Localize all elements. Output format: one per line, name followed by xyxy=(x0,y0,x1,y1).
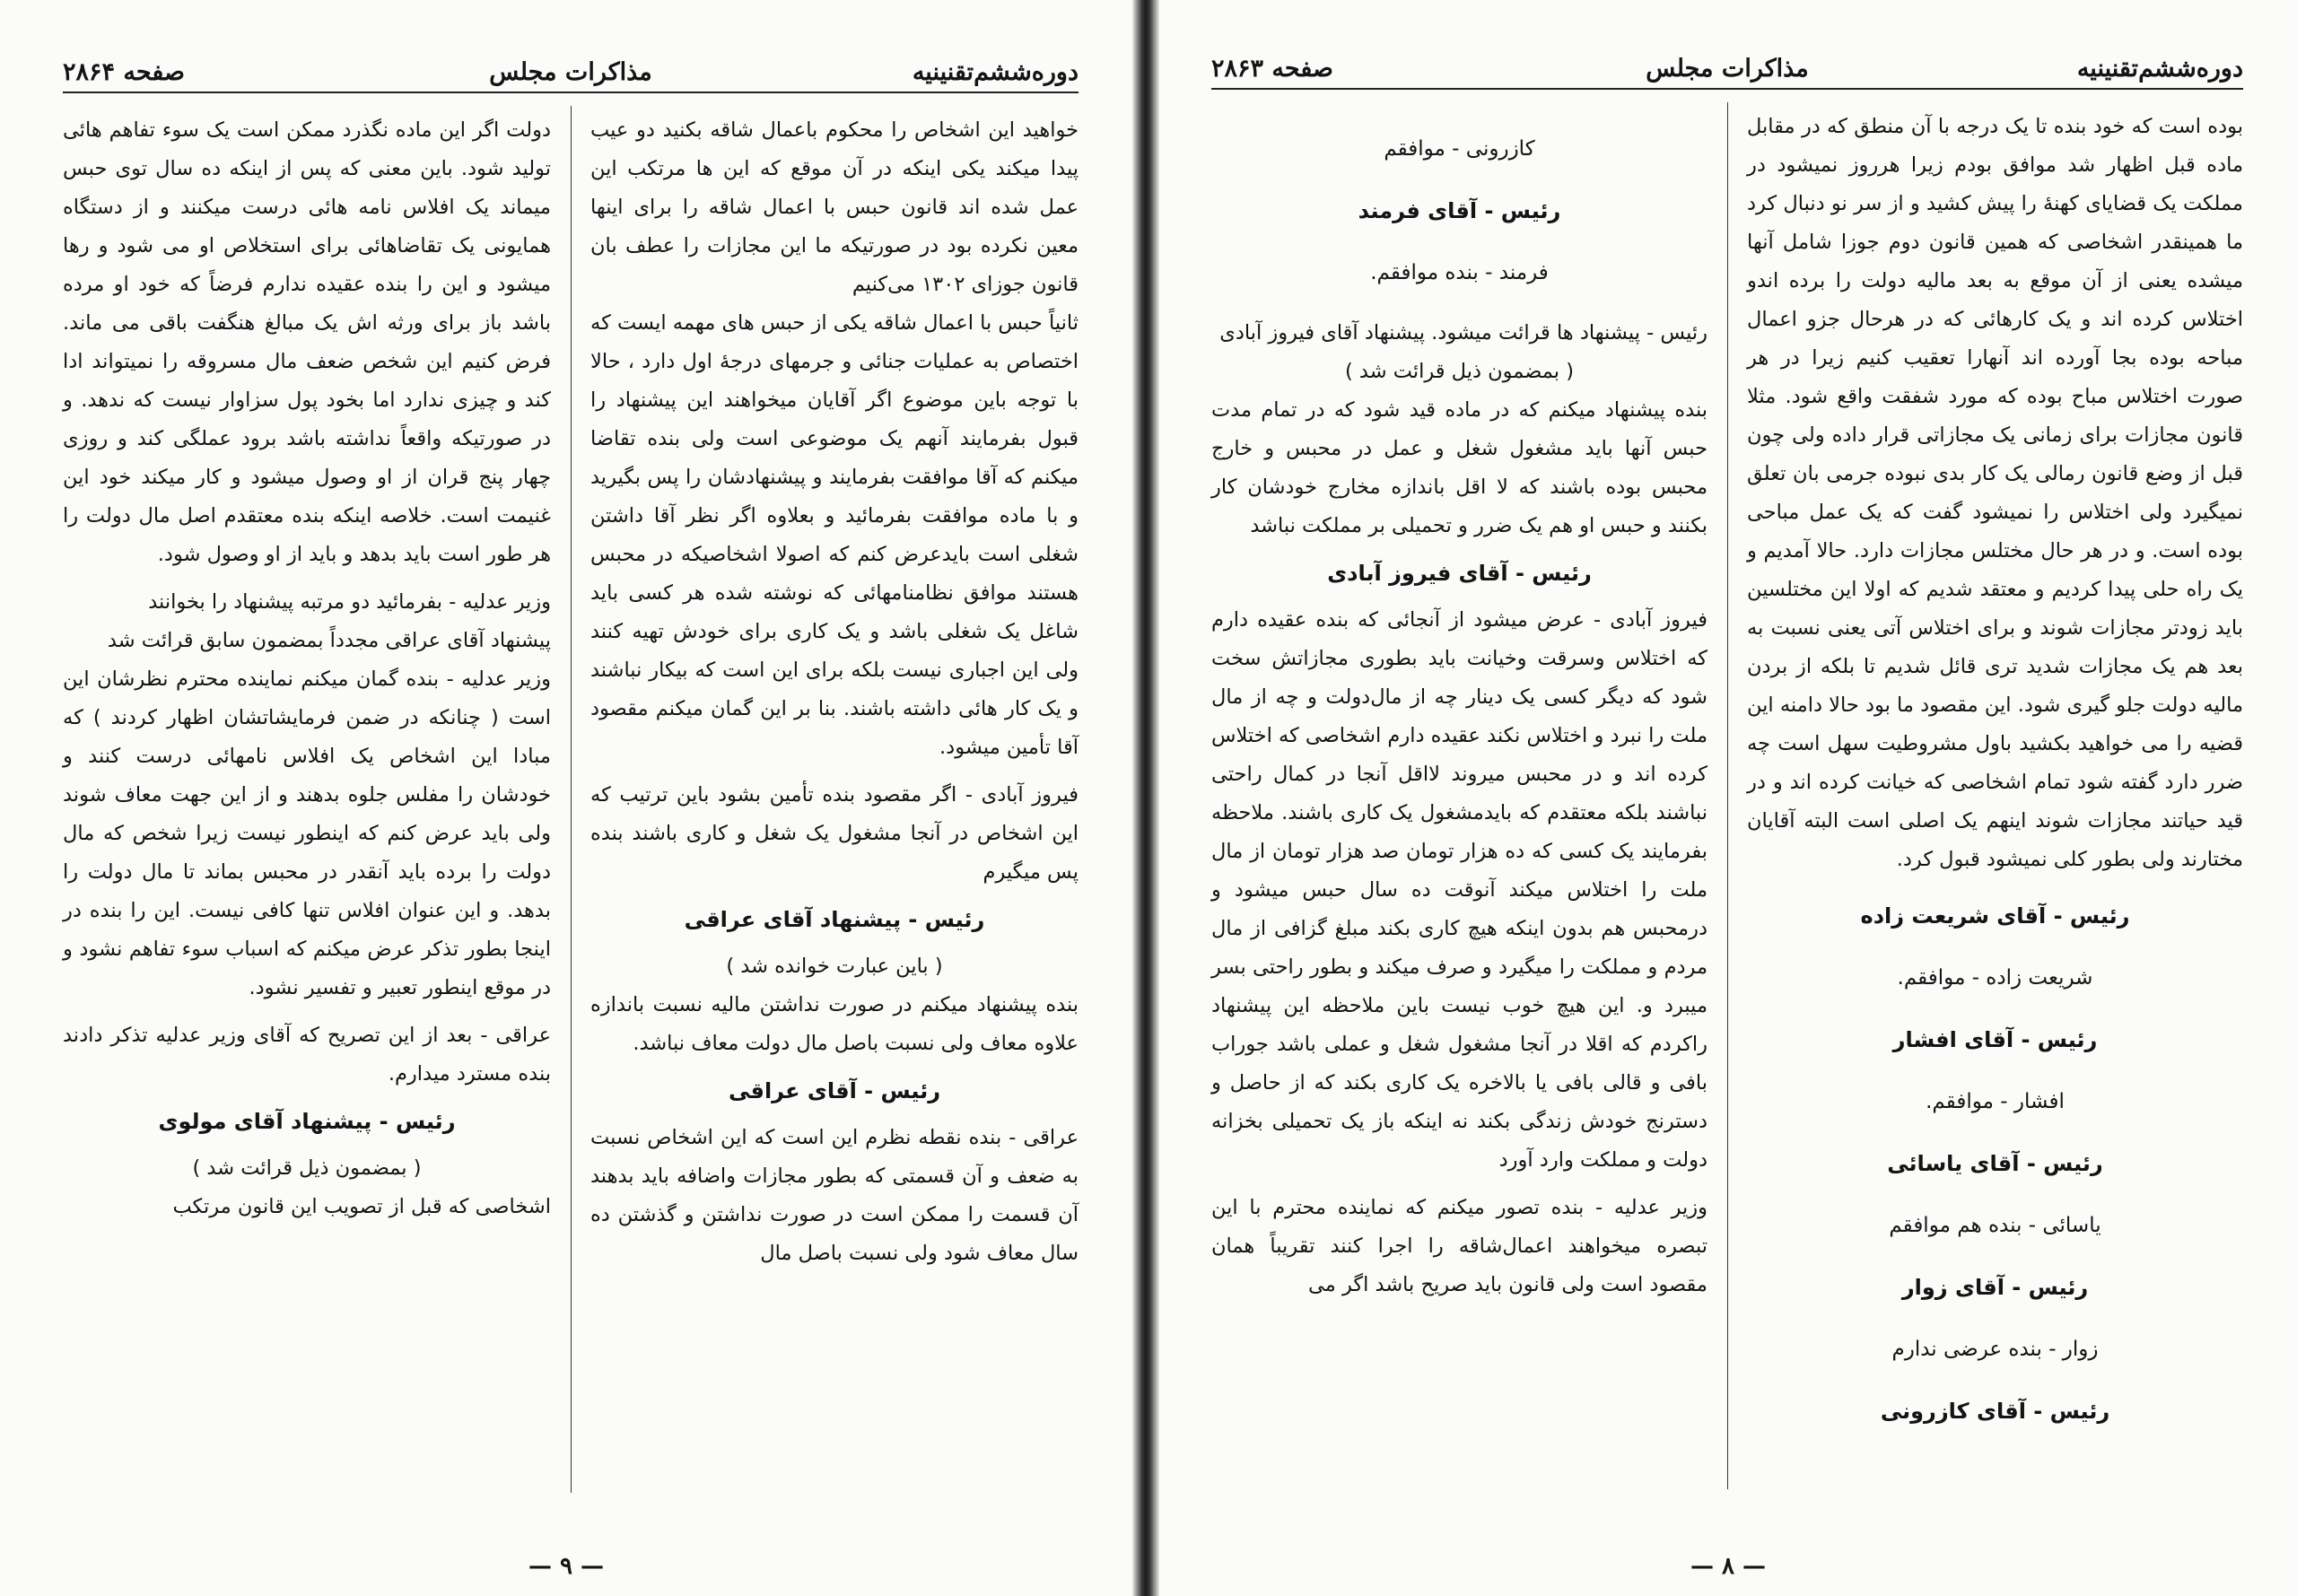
paragraph-justice-minister: وزیر عدلیه - بنده گمان میکنم نماینده محترم نظرشان این است ( چنانکه در ضمن فرمایشاتشان اظهار کردند ) که مبادا این اشخاص یک افلاس نامهائی درست کنند و خودشان را مفلس جلوه بدهند و از این جهت معاف شوند ولی باید عرض کنم که اینطور نیست زیرا شخص که مال دولت را برده باید آنقدر در محبس بماند تا مال دولت را بدهد. و این عنوان افلاس تنها کافی نیست. این را بنده در اینجا بطور تذکر عرض میکنم که اسباب سوء تفاهم نشود و در موقع اینطور تعبیر و تفسیر نشود. xyxy=(63,667,551,999)
paragraph-president: رئیس - پیشنهاد ها قرائت میشود. پیشنهاد آقای فیروز آبادی xyxy=(1219,321,1707,344)
proposal-text: بنده پیشنهاد میکنم که در ماده قید شود که در تمام مدت حبس آنها باید مشغول شغل و عمل در محبس و خارج محبس بوده باشند که لا اقل باندازه مخارج خودشان کار بکنند و حبس او هم یک ضرر و تحمیلی بر مملکت نباشد xyxy=(1211,398,1707,537)
read-note: ( بمضمون ذیل قرائت شد ) xyxy=(1344,360,1574,383)
paragraph-firuz-abadi: فیروز آبادی - عرض میشود از آنجائی که بنده عقیده دارم که اختلاس وسرقت وخیانت باید بطوری مجازاتش سخت شود که دیگر کسی یک دینار چه از مال‌دولت و چه از مال ملت را نبرد و اختلاس نکند عقیده دارم اشخاصی که اختلاس کرده اند و در محبس میروند لااقل آنجا در کمال راحتی نباشند بلکه معتقدم که بایدمشغول یک کاری باشند. ملاحظه بفرمایند یک کسی که ده هزار تومان صد هزار تومان از مال ملت را اختلاس میکند آنوقت ده سال حبس میشود و درمحبس هم بدون اینکه هیچ کاری بکند مبلغ گزافی از مال مردم و مملکت را میگیرد و صرف میکند و بطور راحتی بسر میبرد و. این هیچ خوب نیست باین ملاحظه این پیشنهاد راکردم که اقلا در آنجا مشغول شغل و عملی باشد جوراب بافی و قالی بافی یا بالاخره یک کاری بکند که از حاصل و دسترنج خودش زندگی بکند نه اینکه باز یک تحمیلی بخزانه دولت و مملکت وارد آورد xyxy=(1211,608,1707,1172)
left-page-footer-number: — ۹ — xyxy=(528,1553,605,1580)
speaker-president: رئیس - آقای کازرونی xyxy=(1880,1399,2110,1424)
speaker-president: رئیس - آقای یاسائی xyxy=(1887,1151,2103,1176)
speaker-president: رئیس - آقای شریعت زاده xyxy=(1860,903,2130,929)
right-page-right-column xyxy=(1747,108,2243,1543)
right-page-left-column xyxy=(1211,108,1707,1543)
book-gutter xyxy=(1132,0,1159,1596)
left-page-header xyxy=(63,39,1079,93)
paragraph-justice-minister: وزیر عدلیه - بفرمائید دو مرتبه پیشنهاد را بخوانند xyxy=(148,590,551,614)
speaker-president: رئیس - پیشنهاد آقای مولوی xyxy=(158,1109,456,1134)
paragraph-iraqi: عراقی - بعد از این تصریح که آقای وزیر عدلیه تذکر دادند بنده مسترد میدارم. xyxy=(63,1024,551,1086)
left-page-right-column xyxy=(590,111,1079,1547)
speaker-reply: شریعت زاده - موافقم. xyxy=(1897,966,2093,990)
paragraph: بوده است که خود بنده تا یک درجه با آن منطق که در مقابل ماده قبل اظهار شد موافق بودم زیرا هرروز نمیشود در مملکت یک قضایای کهنهٔ را پیش کشید و از سر نو دنبال کرد ما همینقدر اشخاصی که همین قانون دوم جوزا شامل آنها میشده یعنی از آن موقع به بعد مالیه دولت را برده اندو اختلاس کرده اند و یک کارهائی که در هرحال جزو اعمال مباحه بوده بجا آورده اند آنهارا تعقیب کنیم زیرا در هر صورت اختلاس مباح بوده که مورد شفقت واقع شود. مثلا قانون مجازات برای زمانی یک مجازاتی قرار داده ولی چون قبل از وضع قانون رمالی یک کار بدی نبوده جرمی بان تعلق نمیگیرد ولی اختلاس را نمیشود گفت که یک عمل مباحی بوده است. و در هر حال مختلس مجازات دارد. حالا آمدیم و یک راه حلی پیدا کردیم و معتقد شدیم که اولا این مختلسین باید زودتر مجازات شوند و برای اختلاس آتی یعنی نسبت به بعد هم یک مجازات شدید تری قائل شدیم تا بلکه از بردن مالیه دولت جلو گیری شود. این مقصود ما بود حالا دامنه این قضیه را می خواهید بکشید باول مشروطیت سهل است چه ضرر دارد گفته شود تمام اشخاصی که خیانت کرده اند و در قید حیاتند مجازات شوند اینهم یک اصلی است البته آقایان مختارند ولی بطور کلی نمیشود قبول کرد. xyxy=(1747,115,2243,871)
paragraph-justice-minister: وزیر عدلیه - بنده تصور میکنم که نماینده محترم با این تبصره میخواهند اعمال‌شاقه را اجرا کنند تقریباً همان مقصود است ولی قانون باید صریح باشد اگر می xyxy=(1211,1196,1707,1296)
paragraph-iraqi: عراقی - بنده نقطه نظرم این است که این اشخاص نسبت به ضعف و آن قسمتی که بطور مجازات واضافه باید بدهند آن قسمت را ممکن است در صورت نداشتن و گذشتن ده سال معاف شود ولی نسبت باصل مال xyxy=(590,1126,1079,1265)
speaker-president: رئیس - آقای فرمند xyxy=(1358,198,1561,223)
paragraph: اشخاصی که قبل از تصویب این قانون مرتکب xyxy=(172,1195,551,1218)
speaker-president: رئیس - پیشنهاد آقای عراقی xyxy=(684,907,985,932)
speaker-president: رئیس - آقای افشار xyxy=(1892,1027,2098,1052)
left-page-left-column xyxy=(63,111,551,1547)
speaker-president: رئیس - آقای عراقی xyxy=(728,1078,941,1103)
paragraph: خواهید این اشخاص را محکوم باعمال شاقه بکنید دو عیب پیدا میکند یکی اینکه در آن موقع که این ها مرتکب این عمل شده اند قانون حبس با اعمال شاقه را برای اینها معین نکرده بود در صورتیکه ما این مجازات را عطف بان قانون جوزای ۱۳۰۲ می‌کنیم xyxy=(590,118,1079,296)
right-page xyxy=(1159,0,2297,1596)
right-header-session: دوره‌ششم‌تقنینیه xyxy=(2076,55,2243,83)
paragraph-firuz-abadi: فیروز آبادی - اگر مقصود بنده تأمین بشود باین ترتیب که این اشخاص در آنجا مشغول یک شغل و کاری باشند بنده پس میگیرم xyxy=(590,783,1079,884)
paragraph: دولت اگر این ماده نگذرد ممکن است یک سوء تفاهم هائی تولید شود. باین معنی که پس از اینکه ده سال توی حبس میماند یک افلاس نامه هائی درست میکنند و از دستگاه همایونی یک تقاضاهائی برای استخلاص او می شود و رها میشود و این را بنده عقیده ندارم فرضاً که خود او مرده باشد باز برای ورثه اش یک مبالغ هنگفت باقی می ماند. فرض کنیم این شخص ضعف مال مسروقه را نمیتواند ادا کند و چیزی ندارد اما بخود پول سزاوار نیست که ندهد. و در صورتیکه واقعاً نداشته باشد برود عملگی کند و روزی چهار پنج قران از او وصول میشود و کار میکند خود این غنیمت است. خلاصه اینکه بنده معتقدم اصل مال دولت را هر طور است باید بدهد و باید از او وصول شود. xyxy=(63,118,551,566)
speaker-president: رئیس - آقای فیروز آبادی xyxy=(1327,561,1592,586)
left-header-session: دوره‌ششم‌تقنینیه xyxy=(912,58,1079,86)
right-header-page-number: صفحه ۲۸۶۳ xyxy=(1211,55,1333,83)
read-note: ( باین عبارت خوانده شد ) xyxy=(726,955,943,978)
speaker-reply: فرمند - بنده موافقم. xyxy=(1370,261,1549,284)
left-page-columns xyxy=(63,111,1079,1547)
right-page-footer-number: — ۸ — xyxy=(1690,1553,1767,1580)
left-page xyxy=(0,0,1132,1596)
right-header-title: مذاکرات مجلس xyxy=(1646,55,1809,83)
paragraph-reread: پیشنهاد آقای عراقی مجدداً بمضمون سابق قرائت شد xyxy=(107,629,551,652)
right-page-columns xyxy=(1211,108,2243,1543)
speaker-reply: افشار - موافقم. xyxy=(1926,1090,2065,1113)
right-page-header xyxy=(1211,36,2243,90)
speaker-reply: یاسائی - بنده هم موافقم xyxy=(1889,1214,2101,1237)
speaker-reply: زوار - بنده عرضی ندارم xyxy=(1891,1338,2099,1361)
speaker-reply: کازرونی - موافقم xyxy=(1384,137,1535,161)
left-header-page-number: صفحه ۲۸۶۴ xyxy=(63,58,185,86)
left-header-title: مذاکرات مجلس xyxy=(489,58,652,86)
paragraph: ثانیاً حبس با اعمال شاقه یکی از حبس های مهمه ایست که اختصاص به عملیات جنائی و جرمهای درجهٔ اول دارد ، حالا با توجه باین موضوع اگر آقایان میخواهند این پیشنهاد را قبول بفرمایند آنهم یک موضوعی است ولی بنده تقاضا میکنم که آقا موافقت بفرمایند و پیشنهادشان را پس بگیرید و با ماده موافقت بفرمائید و بعلاوه اگر نظر آقا داشتن شغلی است بایدعرض کنم که اصولا اشخاصیکه در محبس هستند موافق نظامنامهائی که نوشته شده هر کسی باید شاغل یک شغلی باشد و یک کاری برای خودش تهیه کنند ولی این اجباری نیست بلکه برای این است که بیکار نباشند و یک کار هائی داشته باشند. بنا بر این گمان میکنم مقصود آقا تأمین میشود. xyxy=(590,311,1079,759)
proposal-text: بنده پیشنهاد میکنم در صورت نداشتن مالیه نسبت باندازه علاوه معاف ولی نسبت باصل مال دولت معاف نباشد. xyxy=(590,993,1079,1055)
read-note: ( بمضمون ذیل قرائت شد ) xyxy=(192,1156,422,1180)
speaker-president: رئیس - آقای زوار xyxy=(1901,1275,2089,1300)
